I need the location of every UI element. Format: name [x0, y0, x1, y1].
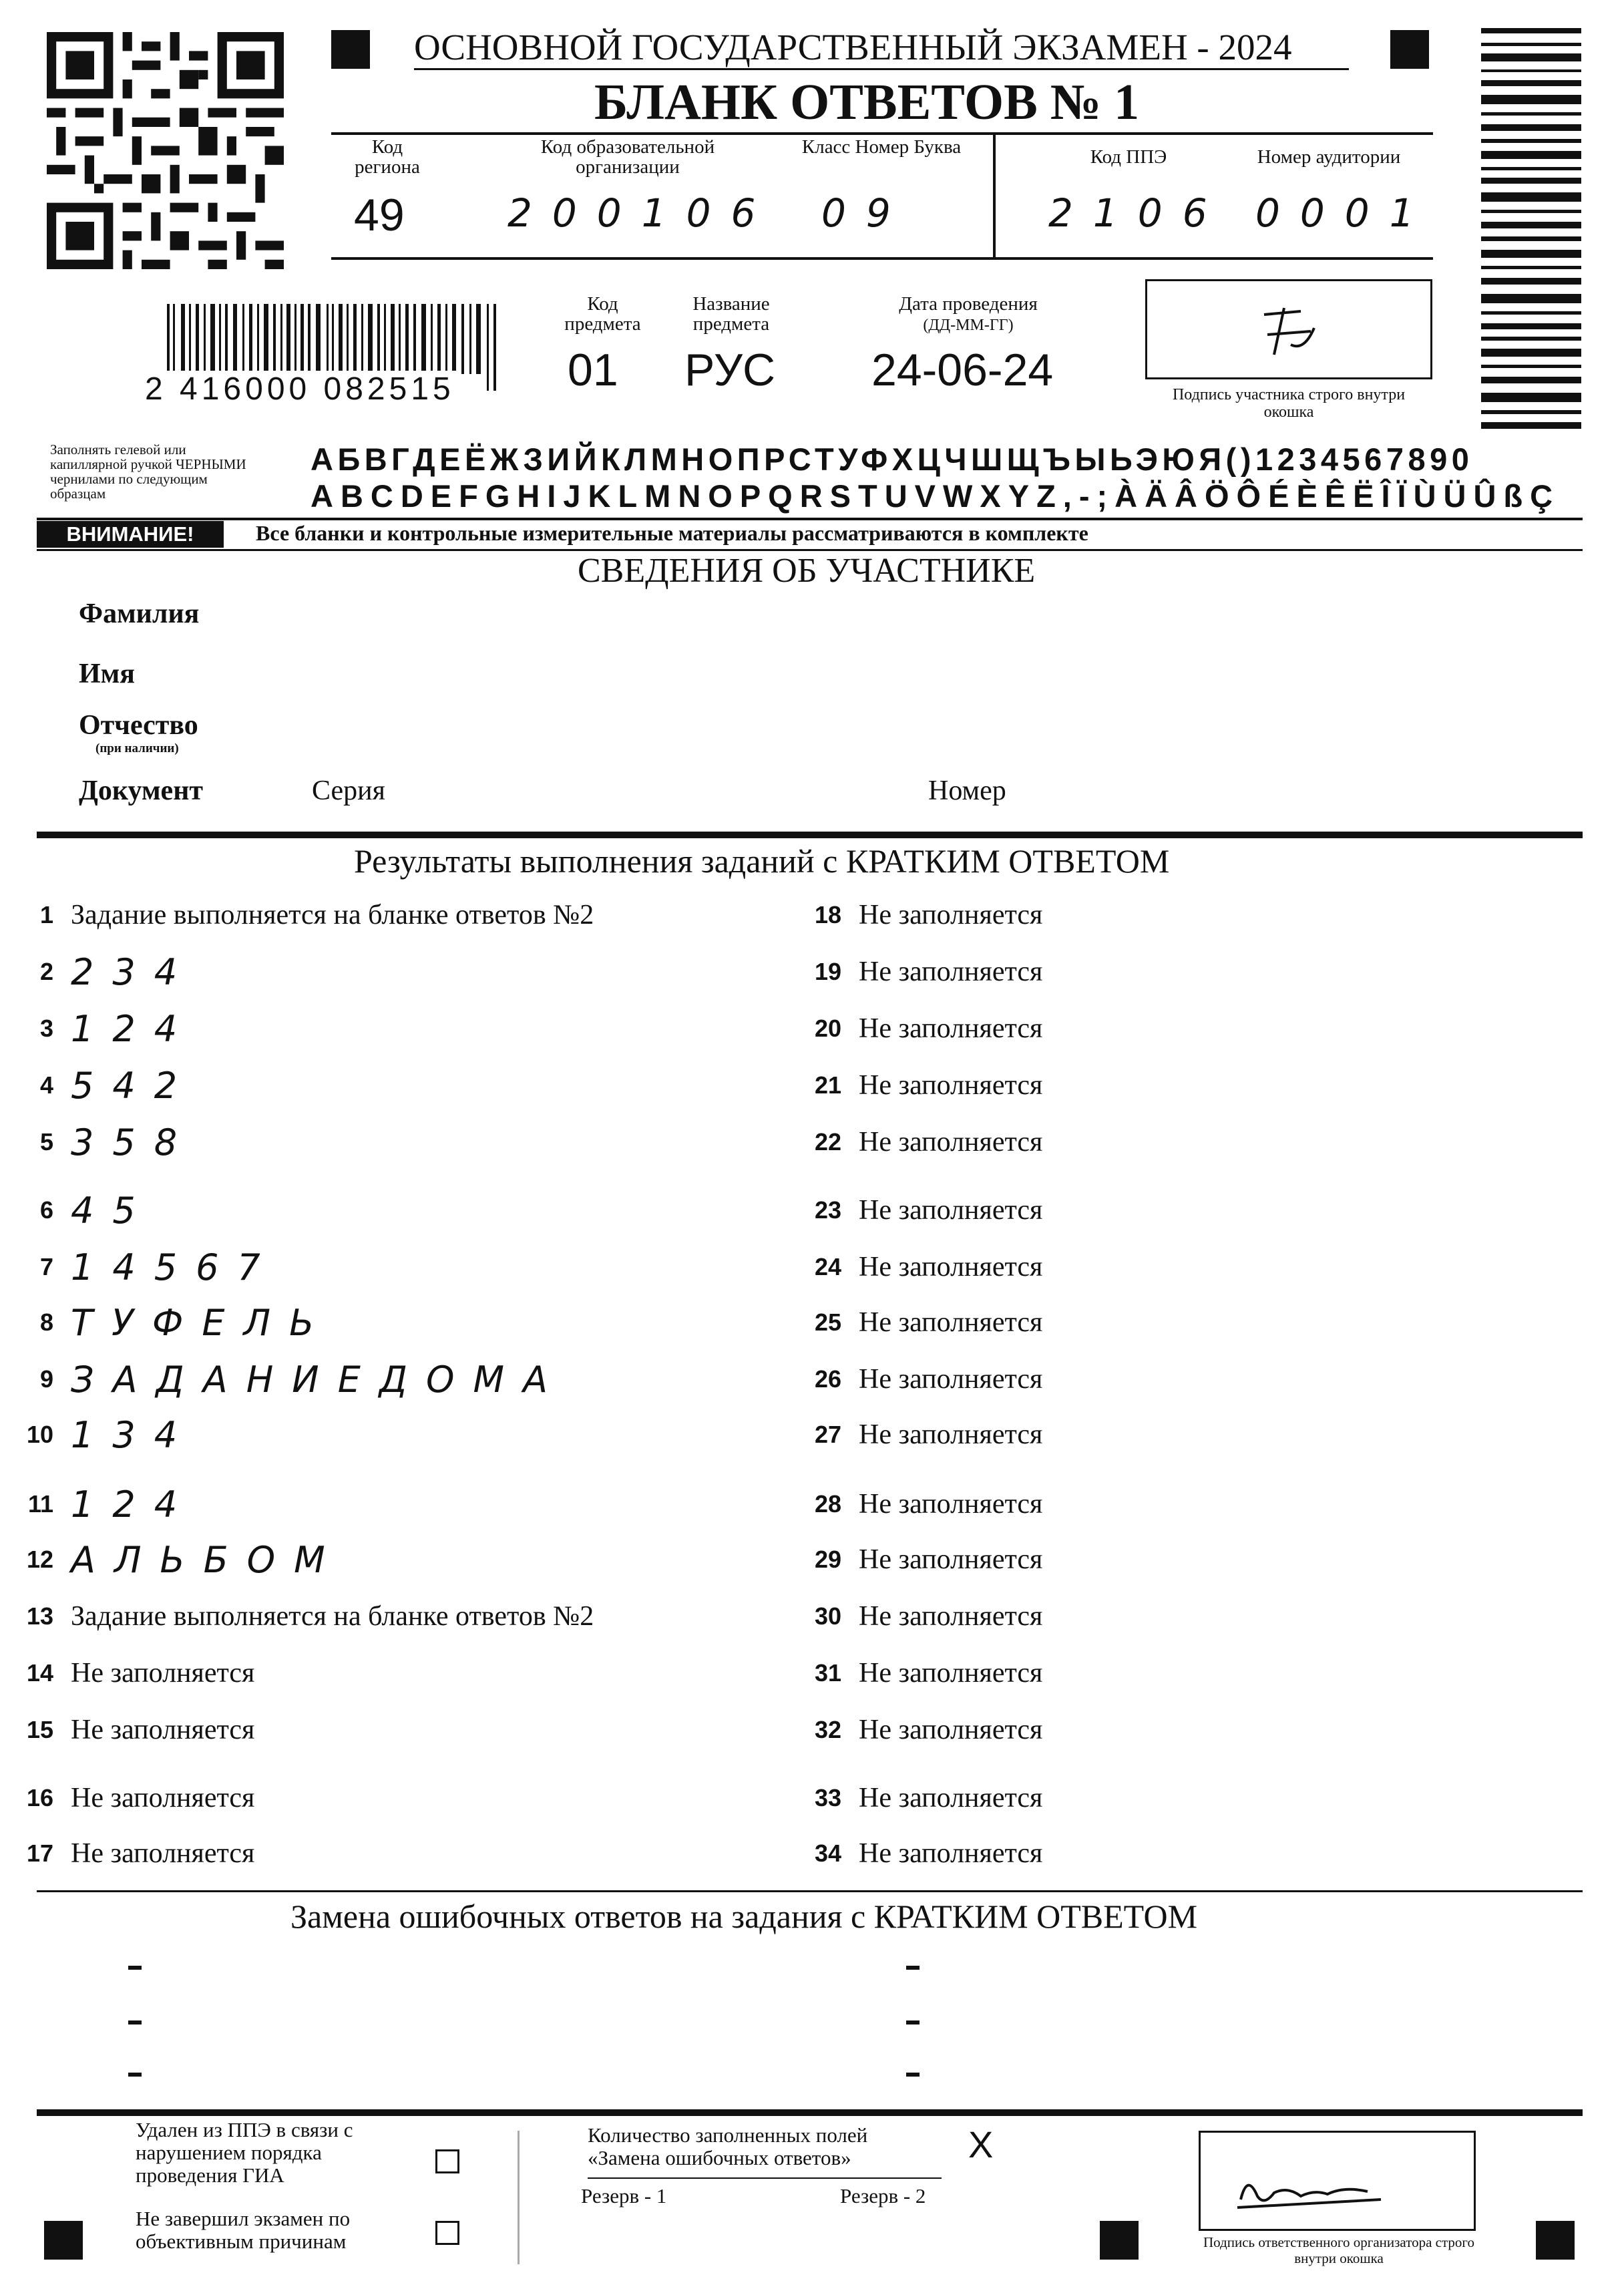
warning-text: Все бланки и контрольные измерительные материалы рассматриваются в комплекте — [256, 521, 1088, 545]
removed-checkbox[interactable] — [435, 2149, 459, 2173]
answer-note: Не заполняется — [859, 1127, 1043, 1158]
results-title: Результаты выполнения заданий с КРАТКИМ ОТВЕТОМ — [354, 842, 1170, 880]
answer-note: Не заполняется — [71, 1783, 255, 1813]
registration-mark — [44, 2221, 83, 2260]
answer-note: Не заполняется — [859, 1838, 1043, 1869]
task-number: 6 — [39, 1196, 53, 1224]
replacement-slot-left-2[interactable] — [128, 2020, 142, 2024]
participant-section-title: СВЕДЕНИЯ ОБ УЧАСТНИКЕ — [578, 552, 1036, 590]
warning-top-line — [37, 518, 1583, 520]
patronymic-label: Отчество — [79, 710, 198, 741]
exam-title: ОСНОВНОЙ ГОСУДАРСТВЕННЫЙ ЭКЗАМЕН - 2024 — [414, 27, 1349, 70]
handwritten-answer[interactable]: 358 — [71, 1121, 196, 1164]
answer-row-16 — [7, 1778, 254, 1818]
footer-divider — [518, 2131, 520, 2264]
answer-row-32 — [795, 1710, 1042, 1750]
task-number: 22 — [814, 1128, 841, 1156]
task-number: 4 — [39, 1071, 53, 1099]
answer-row-4 — [7, 1065, 196, 1105]
task-number: 15 — [26, 1716, 53, 1743]
answer-row-13 — [7, 1596, 594, 1636]
answer-row-1 — [7, 895, 594, 935]
task-number: 5 — [39, 1128, 53, 1156]
replacement-slot-right-3[interactable] — [906, 2073, 920, 2077]
task-number: 26 — [814, 1365, 841, 1393]
answer-row-15 — [7, 1710, 254, 1750]
class-label: Класс Номер Буква — [801, 136, 962, 158]
task-number: 10 — [26, 1421, 53, 1448]
registration-mark — [1536, 2221, 1575, 2260]
answer-row-14 — [7, 1653, 254, 1693]
organizer-caption: Подпись ответственного организатора строго внутри окошка — [1203, 2234, 1475, 2266]
not-finished-label: Не завершил экзамен по объективным причинам — [136, 2207, 351, 2253]
org-value: 200106 — [508, 190, 776, 236]
answer-row-30 — [795, 1596, 1042, 1636]
answer-note: Не заполняется — [71, 1715, 255, 1745]
answer-note: Не заполняется — [859, 1195, 1043, 1226]
removed-label: Удален из ППЭ в связи с нарушением порядка проведения ГИА — [136, 2118, 353, 2187]
task-number: 23 — [814, 1196, 841, 1224]
form-title: БЛАНК ОТВЕТОВ № 1 — [594, 74, 1140, 130]
answer-note: Не заполняется — [859, 1601, 1043, 1632]
answer-row-21 — [795, 1065, 1042, 1105]
name-label: Имя — [79, 659, 135, 689]
handwritten-answer[interactable]: ТУФЕЛЬ — [71, 1301, 333, 1344]
answer-row-31 — [795, 1653, 1042, 1693]
registration-mark — [1390, 30, 1429, 69]
date-label: Дата проведения — [899, 293, 1038, 315]
answer-note: Не заполняется — [71, 1838, 255, 1869]
answer-row-28 — [795, 1484, 1042, 1524]
task-number: 30 — [814, 1602, 841, 1630]
codes-top-line — [331, 132, 1433, 135]
answer-note: Не заполняется — [859, 1489, 1043, 1520]
results-bottom-line — [37, 1890, 1583, 1892]
replacement-title: Замена ошибочных ответов на задания с КРАТКИМ ОТВЕТОМ — [290, 1898, 1198, 1935]
answer-note: Не заполняется — [859, 1783, 1043, 1813]
surname-label: Фамилия — [79, 598, 200, 629]
task-number: 9 — [39, 1365, 53, 1393]
handwritten-answer[interactable]: ЗАДАНИЕДОМА — [71, 1358, 567, 1401]
answer-row-34 — [795, 1833, 1042, 1874]
org-label: Код образовательной организации — [540, 136, 715, 178]
task-number: 14 — [26, 1659, 53, 1687]
task-number: 8 — [39, 1308, 53, 1336]
handwritten-answer[interactable]: 45 — [71, 1189, 154, 1232]
answer-row-5 — [7, 1122, 196, 1162]
count-value[interactable]: X — [968, 2123, 994, 2165]
answer-row-11 — [7, 1484, 196, 1524]
task-number: 2 — [39, 958, 53, 985]
class-value: 09 — [821, 190, 911, 236]
date-format: (ДД-ММ-ГГ) — [923, 317, 1014, 334]
document-label: Документ — [79, 775, 204, 806]
answer-note: Не заполняется — [859, 956, 1043, 987]
ppe-label: Код ППЭ — [1090, 146, 1167, 168]
answer-row-27 — [795, 1415, 1042, 1455]
handwritten-answer[interactable]: 14567 — [71, 1246, 279, 1288]
answer-row-12 — [7, 1540, 344, 1580]
task-number: 1 — [39, 901, 53, 928]
answer-note: Не заполняется — [859, 1419, 1043, 1450]
task-number: 32 — [814, 1716, 841, 1743]
patronymic-note: (при наличии) — [95, 741, 179, 755]
answer-row-23 — [795, 1190, 1042, 1230]
barcode-number: 2 416000 082515 — [145, 371, 455, 407]
task-number: 7 — [39, 1253, 53, 1280]
answer-row-17 — [7, 1833, 254, 1874]
ppe-value: 2106 — [1048, 190, 1227, 236]
registration-mark — [331, 30, 370, 69]
task-number: 3 — [39, 1015, 53, 1042]
answer-row-20 — [795, 1009, 1042, 1049]
answer-row-29 — [795, 1540, 1042, 1580]
footer-top-line — [37, 2109, 1583, 2116]
answer-note: Не заполняется — [71, 1658, 255, 1689]
codes-bottom-line — [331, 257, 1433, 260]
handwritten-answer[interactable]: 542 — [71, 1064, 196, 1107]
answer-row-3 — [7, 1009, 196, 1049]
answer-note: Не заполняется — [859, 1013, 1043, 1044]
answer-row-24 — [795, 1247, 1042, 1287]
region-value: 49 — [354, 190, 405, 240]
handwritten-answer[interactable]: 134 — [71, 1413, 196, 1456]
answer-note: Не заполняется — [859, 1715, 1043, 1745]
task-number: 33 — [814, 1784, 841, 1811]
signature-mark — [1147, 281, 1430, 377]
signature-caption: Подпись участника строго внутри окошка — [1172, 386, 1406, 421]
reserve-2: Резерв - 2 — [840, 2184, 926, 2208]
answer-note: Не заполняется — [859, 1307, 1043, 1338]
answer-row-10 — [7, 1415, 196, 1455]
sample-instruction: Заполнять гелевой или капиллярной ручкой ЧЕРНЫМИ чернилами по следующим образцам — [50, 442, 246, 502]
codes-divider — [993, 134, 996, 259]
answer-row-26 — [795, 1359, 1042, 1399]
answer-row-33 — [795, 1778, 1042, 1818]
task-number: 29 — [814, 1546, 841, 1573]
answer-row-18 — [795, 895, 1042, 935]
answer-row-19 — [795, 952, 1042, 992]
answer-row-25 — [795, 1302, 1042, 1343]
participant-signature-box[interactable] — [1145, 279, 1432, 379]
answer-note: Не заполняется — [859, 1364, 1043, 1395]
task-number: 24 — [814, 1253, 841, 1280]
answer-row-22 — [795, 1122, 1042, 1162]
answer-note: Не заполняется — [859, 1070, 1043, 1101]
handwritten-answer[interactable]: 234 — [71, 950, 196, 993]
task-number: 25 — [814, 1308, 841, 1336]
task-number: 12 — [26, 1546, 53, 1573]
subject-code-value: 01 — [568, 345, 618, 395]
not-finished-checkbox[interactable] — [435, 2221, 459, 2245]
region-label: Код региона — [355, 136, 420, 178]
number-label: Номер — [928, 775, 1006, 806]
count-underline — [588, 2177, 942, 2179]
answer-note: Не заполняется — [859, 900, 1043, 930]
subject-name-value: РУС — [684, 345, 776, 395]
task-number: 34 — [814, 1839, 841, 1867]
replacement-slot-right-2[interactable] — [906, 2020, 920, 2024]
results-top-line — [37, 832, 1583, 838]
organizer-signature-mark — [1201, 2133, 1474, 2229]
answer-note: Задание выполняется на бланке ответов №2 — [71, 1601, 594, 1632]
reserve-1: Резерв - 1 — [581, 2184, 667, 2208]
task-number: 28 — [814, 1490, 841, 1518]
room-label: Номер аудитории — [1257, 146, 1401, 168]
task-number: 18 — [814, 901, 841, 928]
task-number: 16 — [26, 1784, 53, 1811]
task-number: 11 — [27, 1490, 53, 1518]
handwritten-answer[interactable]: 124 — [71, 1483, 196, 1526]
answer-note: Не заполняется — [859, 1544, 1043, 1575]
series-label: Серия — [312, 775, 385, 806]
handwritten-answer[interactable]: 124 — [71, 1007, 196, 1050]
date-value: 24-06-24 — [871, 345, 1054, 395]
answer-row-6 — [7, 1190, 154, 1230]
replacement-slot-left-3[interactable] — [128, 2073, 142, 2077]
handwritten-answer[interactable]: АЛЬБОМ — [71, 1538, 344, 1581]
subject-code-label: Код предмета — [564, 293, 641, 335]
answer-row-8 — [7, 1302, 333, 1343]
answer-note: Задание выполняется на бланке ответов №2 — [71, 900, 594, 930]
task-number: 13 — [26, 1602, 53, 1630]
answer-note: Не заполняется — [859, 1252, 1043, 1282]
replacement-slot-left-1[interactable] — [128, 1966, 142, 1970]
task-number: 20 — [814, 1015, 841, 1042]
answer-row-2 — [7, 952, 196, 992]
organizer-signature-box[interactable] — [1199, 2131, 1476, 2231]
task-number: 17 — [26, 1839, 53, 1867]
side-barcode — [1481, 28, 1581, 429]
warning-badge: ВНИМАНИЕ! — [37, 521, 224, 548]
sample-row-latin: ABCDEFGHIJKLMNOPQRSTUVWXYZ,-;ÀÄÂÖÔÉÈÊËÎÏÙÜÛßÇ — [311, 478, 1561, 514]
answer-note: Не заполняется — [859, 1658, 1043, 1689]
task-number: 21 — [814, 1071, 841, 1099]
registration-mark — [1100, 2221, 1139, 2260]
task-number: 19 — [814, 958, 841, 985]
count-label: Количество заполненных полей «Замена ошибочных ответов» — [588, 2123, 868, 2169]
sample-row-cyrillic: АБВГДЕЁЖЗИЙКЛМНОПРСТУФХЦЧШЩЪЫЬЭЮЯ()1234567890 — [311, 442, 1474, 477]
answer-row-9 — [7, 1359, 566, 1399]
replacement-slot-right-1[interactable] — [906, 1966, 920, 1970]
qr-code — [47, 32, 284, 269]
room-value: 0001 — [1255, 190, 1434, 236]
subject-name-label: Название предмета — [692, 293, 770, 335]
task-number: 27 — [814, 1421, 841, 1448]
task-number: 31 — [814, 1659, 841, 1687]
answer-row-7 — [7, 1247, 279, 1287]
